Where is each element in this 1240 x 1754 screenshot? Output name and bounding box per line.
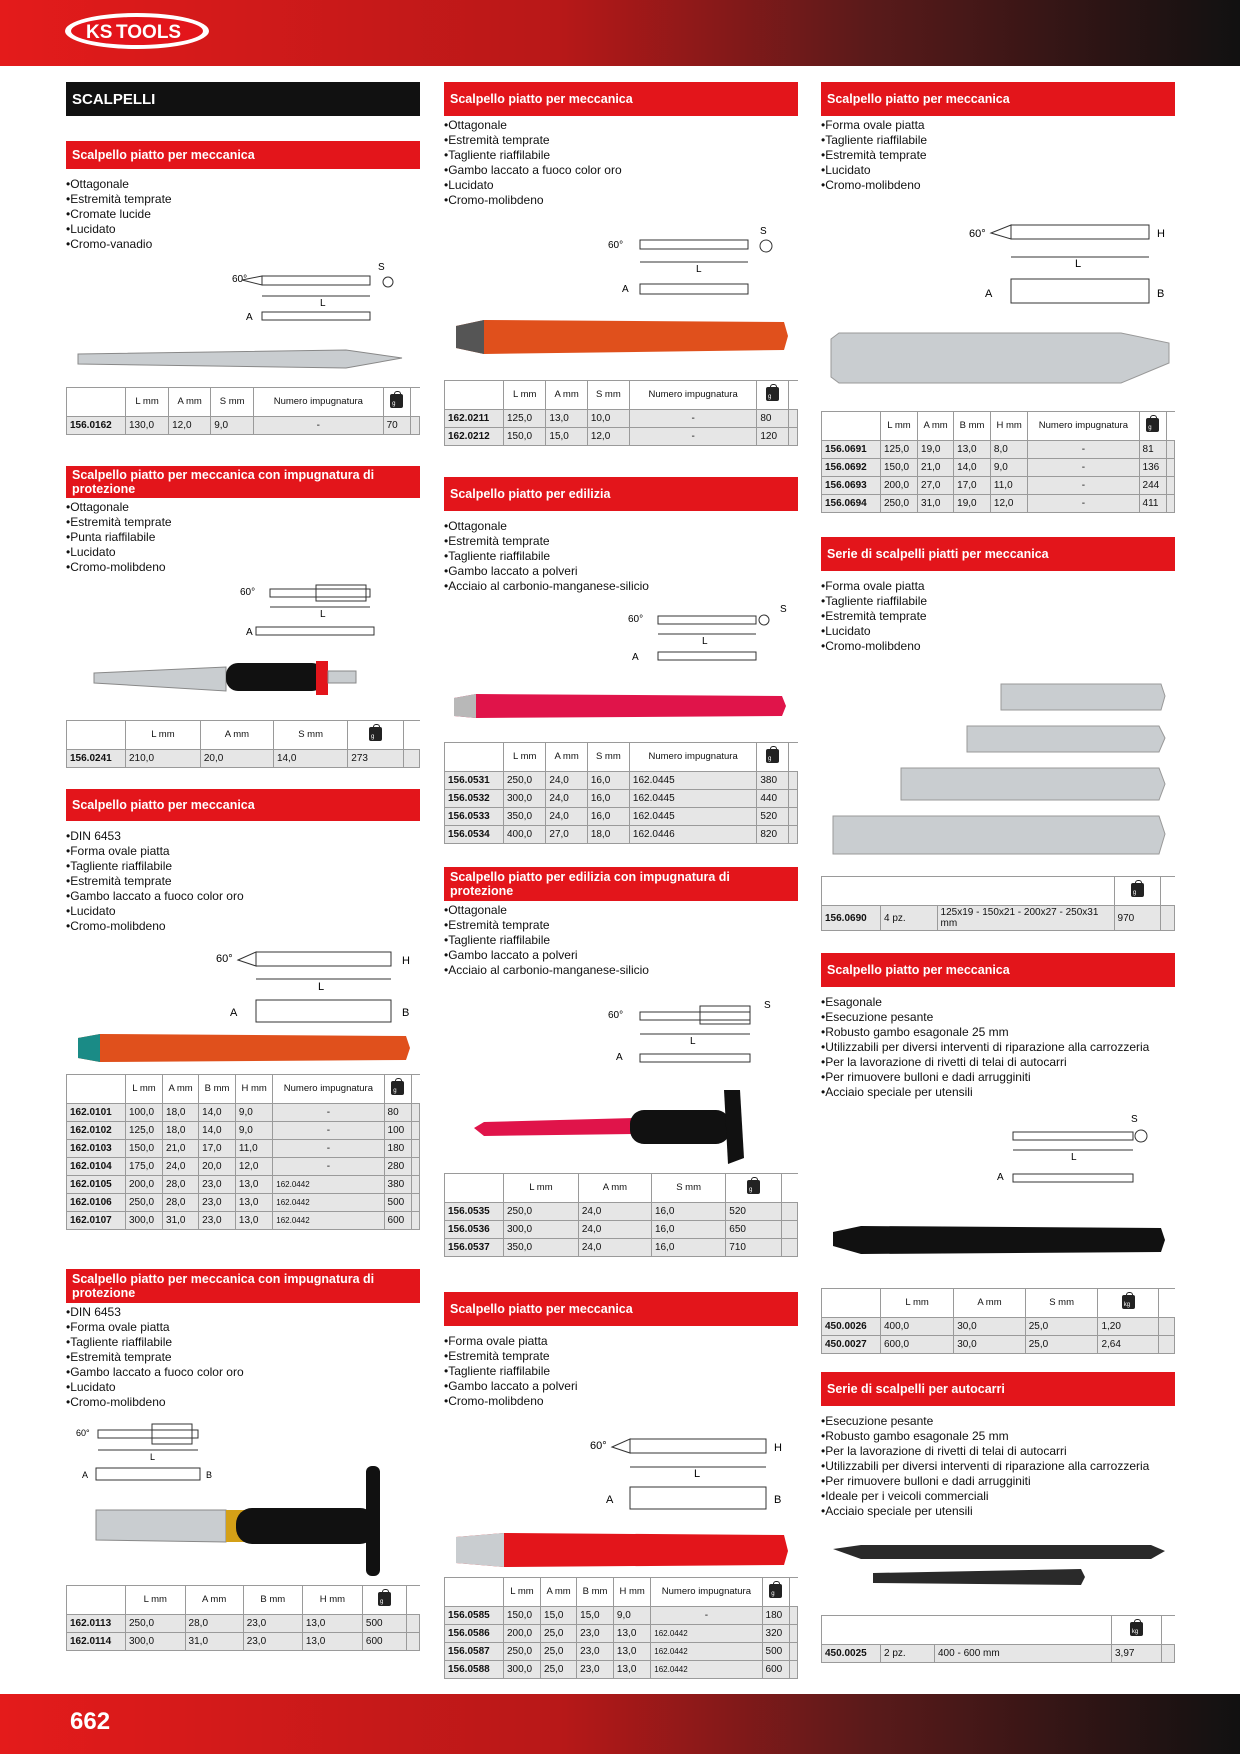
technical-drawing bbox=[821, 1100, 1175, 1288]
table-row: 156.0691 125,0 19,0 13,0 8,0 - 81 bbox=[822, 441, 1175, 459]
feature: • Lucidato bbox=[66, 222, 420, 237]
svg-text:H: H bbox=[774, 1442, 782, 1454]
product-title: Scalpello piatto per meccanica bbox=[821, 82, 1175, 116]
product-title: Scalpello piatto per meccanica con impugnatura di protezione bbox=[66, 466, 420, 498]
product-450-0025 bbox=[821, 1372, 1175, 1663]
svg-text:A: A bbox=[230, 1007, 238, 1019]
feature-list: • Forma ovale piatta • Estremità temprate • Tagliente riaffilabile • Gambo laccato a polveri • Cromo-molibdeno bbox=[444, 1334, 798, 1409]
svg-text:60°: 60° bbox=[76, 1428, 90, 1438]
technical-drawing bbox=[66, 1410, 420, 1585]
svg-text:S: S bbox=[764, 1000, 771, 1011]
technical-drawing bbox=[66, 934, 420, 1074]
svg-text:60°: 60° bbox=[608, 240, 624, 251]
table-row: 156.0693 200,0 27,0 17,0 11,0 - 244 bbox=[822, 477, 1175, 495]
technical-drawing bbox=[444, 594, 798, 742]
feature-list: • Ottagonale • Estremità temprate • Tagliente riaffilabile • Gambo laccato a fuoco color oro • Lucidato • Cromo-molibdeno bbox=[444, 118, 798, 208]
feature-list: • Esagonale • Esecuzione pesante • Robusto gambo esagonale 25 mm • Utilizzabili per diversi interventi di riparazione alla carrozzeria • Per la lavorazione di rivetti di telai di autocarri • Per rimuovere bulloni e dadi arrugginiti • Acciaio speciale per utensili bbox=[821, 995, 1175, 1100]
feature: • Cromate lucide bbox=[66, 207, 420, 222]
svg-text:S: S bbox=[1131, 1114, 1138, 1125]
table-header: L mm A mm B mm H mm g bbox=[67, 1586, 420, 1615]
col-header: L mm bbox=[126, 388, 169, 417]
table-row: 156.0588 300,0 25,0 23,0 13,0 162.0442 600 bbox=[445, 1661, 798, 1679]
svg-text:60°: 60° bbox=[628, 614, 644, 625]
svg-text:L: L bbox=[694, 1468, 701, 1480]
col-header: A mm bbox=[169, 388, 211, 417]
technical-drawing bbox=[821, 193, 1175, 411]
table-header: L mm A mm S mm kg bbox=[822, 1289, 1175, 1318]
product-title: Scalpello piatto per edilizia bbox=[444, 477, 798, 511]
spec-table bbox=[821, 411, 1175, 513]
feature: • Ottagonale bbox=[66, 177, 420, 192]
svg-text:H: H bbox=[402, 955, 410, 967]
svg-text:L: L bbox=[318, 981, 325, 993]
product-title: Serie di scalpelli per autocarri bbox=[821, 1372, 1175, 1406]
page-footer bbox=[0, 1694, 1240, 1754]
angle-label: 60° bbox=[232, 274, 248, 285]
table-row: 162.0105 200,0 28,0 23,0 13,0 162.0442 380 bbox=[67, 1176, 420, 1194]
feature: • Lucidato bbox=[66, 545, 420, 560]
svg-text:B: B bbox=[774, 1494, 782, 1506]
table-header: L mm A mm B mm H mm Numero impugnatura g bbox=[445, 1578, 798, 1607]
feature-list: • Forma ovale piatta • Tagliente riaffilabile • Estremità temprate • Lucidato • Cromo-molibdeno bbox=[821, 118, 1175, 193]
technical-drawing bbox=[444, 208, 798, 380]
table-row: 450.0027 600,0 30,0 25,0 2,64 bbox=[822, 1336, 1175, 1354]
feature: • Estremità temprate bbox=[66, 192, 420, 207]
table-row: 156.0586 200,0 25,0 23,0 13,0 162.0442 320 bbox=[445, 1625, 798, 1643]
svg-text:L: L bbox=[150, 1452, 156, 1462]
dimension-s: S bbox=[378, 262, 385, 273]
feature-list: • DIN 6453 • Forma ovale piatta • Tagliente riaffilabile • Estremità temprate • Gambo laccato a fuoco color oro • Lucidato • Cromo-molibdeno bbox=[66, 1305, 420, 1410]
svg-text:L: L bbox=[702, 636, 708, 647]
table-row: 162.0103 150,0 21,0 17,0 11,0 - 180 bbox=[67, 1140, 420, 1158]
product-450-0026 bbox=[821, 953, 1175, 1354]
svg-text:H: H bbox=[1157, 228, 1165, 240]
table-row: 162.0106 250,0 28,0 23,0 13,0 162.0442 500 bbox=[67, 1194, 420, 1212]
table-header bbox=[822, 877, 1175, 906]
table-row: 156.0537 350,0 24,0 16,0 710 bbox=[445, 1239, 798, 1257]
weight-g-icon: g bbox=[757, 381, 788, 410]
feature: • Cromo-vanadio bbox=[66, 237, 420, 252]
spec-table bbox=[444, 742, 798, 844]
svg-text:60°: 60° bbox=[240, 587, 256, 598]
product-title: Scalpello piatto per meccanica bbox=[66, 789, 420, 821]
svg-text:A: A bbox=[82, 1470, 89, 1480]
table-row: 162.0104 175,0 24,0 20,0 12,0 - 280 bbox=[67, 1158, 420, 1176]
table-row: 162.0212 150,0 15,0 12,0 - 120 bbox=[445, 428, 798, 446]
table-row: 450.0025 2 pz. 400 - 600 mm 3,97 bbox=[822, 1645, 1175, 1663]
product-title: Scalpello piatto per edilizia con impugnatura di protezione bbox=[444, 867, 798, 901]
product-156-0690 bbox=[821, 537, 1175, 931]
product-162-0113 bbox=[66, 1269, 420, 1651]
weight-g-icon: g bbox=[757, 743, 788, 772]
table-row: 156.0535 250,0 24,0 16,0 520 bbox=[445, 1203, 798, 1221]
table-row: 156.0531 250,0 24,0 16,0 162.0445 380 bbox=[445, 772, 798, 790]
table-row: 162.0107 300,0 31,0 23,0 13,0 162.0442 600 bbox=[67, 1212, 420, 1230]
weight-g-icon: g bbox=[1139, 412, 1166, 441]
feature-list bbox=[66, 500, 420, 575]
spec-table bbox=[821, 1615, 1175, 1663]
spec-table bbox=[821, 876, 1175, 931]
table-row: 162.0114 300,0 31,0 23,0 13,0 600 bbox=[67, 1633, 420, 1651]
technical-drawing bbox=[444, 978, 798, 1173]
ks-tools-logo bbox=[62, 11, 212, 51]
table-row: 156.0585 150,0 15,0 15,0 9,0 - 180 bbox=[445, 1607, 798, 1625]
svg-text:L: L bbox=[1075, 258, 1082, 270]
table-row: 156.0533 350,0 24,0 16,0 162.0445 520 bbox=[445, 808, 798, 826]
svg-text:TOOLS: TOOLS bbox=[116, 22, 182, 43]
svg-text:A: A bbox=[632, 652, 639, 663]
technical-drawing bbox=[66, 575, 420, 720]
table-row: 162.0113 250,0 28,0 23,0 13,0 500 bbox=[67, 1615, 420, 1633]
table-header: L mm A mm S mm Numero impugnatura g bbox=[445, 743, 798, 772]
technical-drawing bbox=[66, 252, 420, 387]
table-row: 162.0211 125,0 13,0 10,0 - 80 bbox=[445, 410, 798, 428]
svg-text:60°: 60° bbox=[590, 1440, 607, 1452]
page-header bbox=[0, 0, 1240, 66]
svg-text:60°: 60° bbox=[608, 1010, 624, 1021]
table-row: 156.0694 250,0 31,0 19,0 12,0 - 411 bbox=[822, 495, 1175, 513]
feature-list: • Ottagonale • Estremità temprate • Tagliente riaffilabile • Gambo laccato a polveri • Acciaio al carbonio-manganese-silicio bbox=[444, 903, 798, 978]
weight-g-icon: g bbox=[362, 1586, 406, 1615]
feature: • Punta riaffilabile bbox=[66, 530, 420, 545]
svg-text:L: L bbox=[320, 609, 326, 620]
weight-g-icon: g bbox=[762, 1578, 789, 1607]
product-photo bbox=[821, 654, 1175, 876]
section-title-box bbox=[66, 82, 420, 116]
product-title: Scalpello piatto per meccanica bbox=[821, 953, 1175, 987]
product-156-0585 bbox=[444, 1292, 798, 1679]
product-156-0531 bbox=[444, 477, 798, 844]
table-row: 156.0536 300,0 24,0 16,0 650 bbox=[445, 1221, 798, 1239]
table-header: L mm A mm S mm g bbox=[445, 1174, 798, 1203]
table-header: L mm A mm S mm g bbox=[67, 721, 420, 750]
table-row: 450.0026 400,0 30,0 25,0 1,20 bbox=[822, 1318, 1175, 1336]
product-156-0535 bbox=[444, 867, 798, 1257]
product-title: Scalpello piatto per meccanica con impugnatura di protezione bbox=[66, 1269, 420, 1303]
feature: • Estremità temprate bbox=[66, 515, 420, 530]
spec-table bbox=[444, 1577, 798, 1679]
svg-text:A: A bbox=[997, 1172, 1004, 1183]
product-162-0101 bbox=[66, 789, 420, 1230]
table-row: 162.0101 100,0 18,0 14,0 9,0 - 80 bbox=[67, 1104, 420, 1122]
svg-text:KS: KS bbox=[86, 22, 113, 43]
weight-g-icon: g bbox=[383, 388, 410, 417]
table-header bbox=[822, 1616, 1175, 1645]
table-header bbox=[67, 388, 420, 417]
table-header: L mm A mm B mm H mm Numero impugnatura g bbox=[822, 412, 1175, 441]
product-156-0691 bbox=[821, 82, 1175, 513]
spec-table bbox=[821, 1288, 1175, 1354]
weight-kg-icon: kg bbox=[1098, 1289, 1159, 1318]
svg-text:L: L bbox=[690, 1036, 696, 1047]
spec-table bbox=[66, 1585, 420, 1651]
feature-list: • Forma ovale piatta • Tagliente riaffilabile • Estremità temprate • Lucidato • Cromo-molibdeno bbox=[821, 579, 1175, 654]
product-title: Scalpello piatto per meccanica bbox=[444, 82, 798, 116]
weight-g-icon: g bbox=[348, 721, 403, 750]
dimension-l: L bbox=[320, 298, 326, 309]
weight-g-icon: g bbox=[384, 1075, 411, 1104]
svg-text:60°: 60° bbox=[216, 953, 233, 965]
table-row: 156.0587 250,0 25,0 23,0 13,0 162.0442 500 bbox=[445, 1643, 798, 1661]
spec-table bbox=[66, 720, 420, 768]
weight-g-icon: g bbox=[726, 1174, 781, 1203]
dimension-a: A bbox=[246, 312, 253, 323]
weight-kg-icon: kg bbox=[1112, 1616, 1162, 1645]
table-row: 156.0162 130,0 12,0 9,0 - 70 bbox=[67, 417, 420, 435]
weight-g-icon: g bbox=[1114, 877, 1161, 906]
spec-table bbox=[444, 1173, 798, 1257]
svg-text:A: A bbox=[985, 288, 993, 300]
table-row: 156.0692 150,0 21,0 14,0 9,0 - 136 bbox=[822, 459, 1175, 477]
svg-text:L: L bbox=[1071, 1152, 1077, 1163]
feature-list: • Ottagonale • Estremità temprate • Tagliente riaffilabile • Gambo laccato a polveri • Acciaio al carbonio-manganese-silicio bbox=[444, 519, 798, 594]
feature: • Ottagonale bbox=[66, 500, 420, 515]
spec-table bbox=[444, 380, 798, 446]
table-row: 162.0102 125,0 18,0 14,0 9,0 - 100 bbox=[67, 1122, 420, 1140]
product-photo bbox=[821, 1519, 1175, 1615]
svg-text:A: A bbox=[246, 627, 253, 638]
svg-text:L: L bbox=[696, 264, 702, 275]
table-row: 156.0690 4 pz. 125x19 - 150x21 - 200x27 - 250x31 mm 970 bbox=[822, 906, 1175, 931]
svg-text:S: S bbox=[760, 226, 767, 237]
svg-text:A: A bbox=[616, 1052, 623, 1063]
svg-text:B: B bbox=[402, 1007, 410, 1019]
spec-table bbox=[66, 1074, 420, 1230]
feature-list: • Esecuzione pesante • Robusto gambo esagonale 25 mm • Per la lavorazione di rivetti di telai di autocarri • Utilizzabili per diversi interventi di riparazione alla carrozzeria • Per rimuovere bulloni e dadi arrugginiti • Ideale per i veicoli commerciali • Acciaio speciale per utensili bbox=[821, 1414, 1175, 1519]
svg-text:A: A bbox=[606, 1494, 614, 1506]
table-header: L mm A mm S mm Numero impugnatura g bbox=[445, 381, 798, 410]
svg-text:B: B bbox=[1157, 288, 1165, 300]
feature: • Cromo-molibdeno bbox=[66, 560, 420, 575]
svg-text:S: S bbox=[780, 604, 787, 615]
product-title: Scalpello piatto per meccanica bbox=[66, 141, 420, 169]
svg-text:B: B bbox=[206, 1470, 213, 1480]
product-156-0241 bbox=[66, 466, 420, 768]
col-header: Numero impugnatura bbox=[254, 388, 384, 417]
table-header: L mm A mm B mm H mm Numero impugnatura g bbox=[67, 1075, 420, 1104]
spec-table bbox=[66, 387, 420, 435]
svg-text:60°: 60° bbox=[969, 228, 986, 240]
table-row: 156.0532 300,0 24,0 16,0 162.0445 440 bbox=[445, 790, 798, 808]
table-row: 156.0534 400,0 27,0 18,0 162.0446 820 bbox=[445, 826, 798, 844]
product-156-0162 bbox=[66, 141, 420, 435]
feature-list: • DIN 6453 • Forma ovale piatta • Tagliente riaffilabile • Estremità temprate • Gambo laccato a fuoco color oro • Lucidato • Cromo-molibdeno bbox=[66, 829, 420, 934]
product-title: Serie di scalpelli piatti per meccanica bbox=[821, 537, 1175, 571]
product-162-0211 bbox=[444, 82, 798, 446]
page-number: 662 bbox=[70, 1708, 111, 1735]
section-title: SCALPELLI bbox=[66, 82, 420, 116]
technical-drawing bbox=[444, 1409, 798, 1577]
svg-text:A: A bbox=[622, 284, 629, 295]
feature-list bbox=[66, 177, 420, 252]
product-title: Scalpello piatto per meccanica bbox=[444, 1292, 798, 1326]
table-row: 156.0241 210,0 20,0 14,0 273 bbox=[67, 750, 420, 768]
col-header: S mm bbox=[211, 388, 254, 417]
